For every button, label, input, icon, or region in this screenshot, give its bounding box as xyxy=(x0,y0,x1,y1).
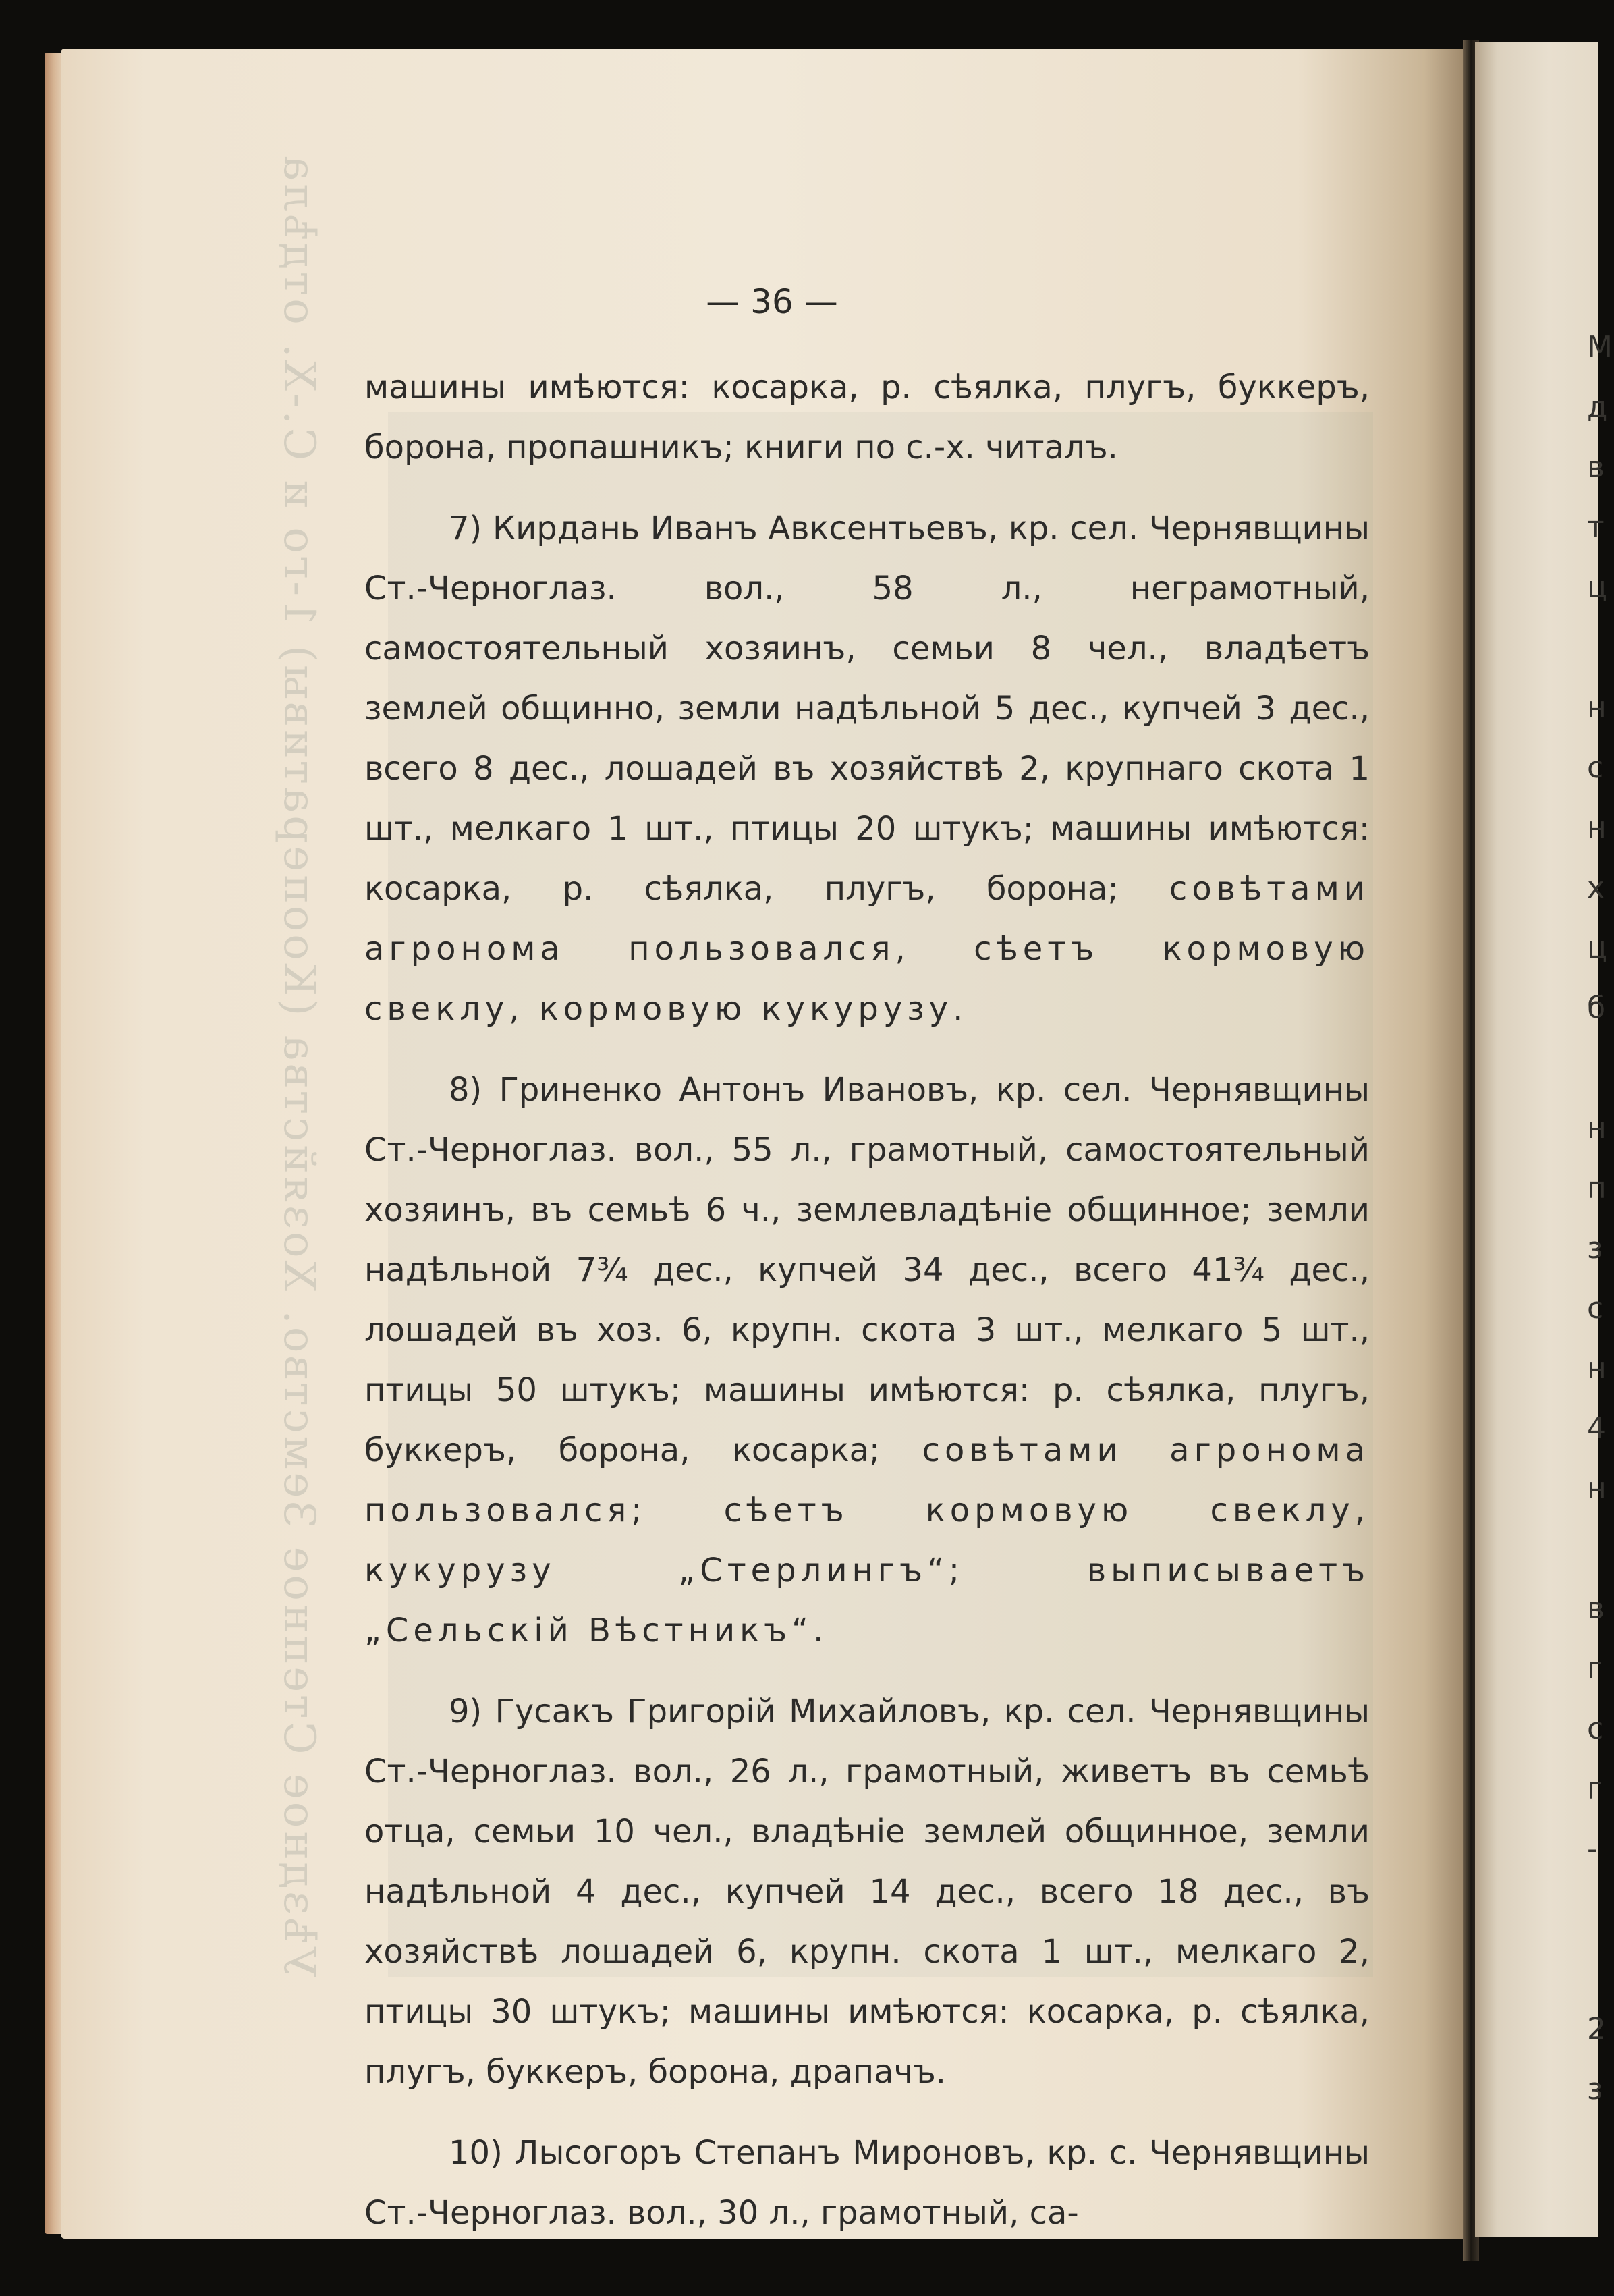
right-page-letter: д xyxy=(1587,390,1608,425)
paragraph-text: Кирдань Иванъ Авксентьевъ, кр. сел. Чернявщины Ст.-Черноглаз. вол., 58 л., неграмотный, самостоятельный хозяинъ, семьи 8 чел., владѣетъ землей общинно, земли надѣльной 5 дес., купчей 3 дес., всего 8 дес., лошадей въ хозяйствѣ 2, крупнаго скота 1 шт., мелкаго 1 шт., птицы 20 штукъ; машины имѣются: косарка, р. сѣялка, плугъ, борона; xyxy=(364,510,1370,908)
right-page-letter xyxy=(1587,1939,1614,1999)
right-page xyxy=(1475,42,1598,2237)
right-page-letter: 4 xyxy=(1587,1411,1606,1446)
paragraph-spaced-text: совѣтами агронома пользовался, сѣетъ кормовую свеклу, кормовую кукурузу. xyxy=(364,870,1370,1028)
right-page-letter: х xyxy=(1587,871,1605,905)
entry-number: 10) xyxy=(449,2134,503,2172)
entry-number: 7) xyxy=(449,510,482,547)
right-page-letter: б xyxy=(1587,991,1606,1025)
bleed-through-text: Уѣздное Степное Земство. Хозяйства (Кооперативы) 1-го и С.-Х. отдѣла xyxy=(274,153,324,1977)
right-page-letter: ц xyxy=(1587,570,1607,605)
right-page-letter xyxy=(1587,1038,1614,1098)
right-page-letter: ц xyxy=(1587,931,1607,965)
right-page-letter: н xyxy=(1587,690,1607,725)
right-page-letter: с xyxy=(1587,750,1604,785)
paragraph-spaced-text: совѣтами агронома пользовался; сѣетъ кормовую свеклу, кукурузу „Стерлингъ“; выписываетъ „Сельскій Вѣстникъ“. xyxy=(364,1431,1370,1649)
right-page-letter: - xyxy=(1587,1832,1598,1866)
right-page-letters xyxy=(1587,317,1614,2119)
paragraph-entry-8 xyxy=(364,1060,1370,1661)
right-page-letter: М xyxy=(1587,330,1613,364)
paragraph-entry-9 xyxy=(364,1682,1370,2102)
right-page-letter: з xyxy=(1587,1231,1603,1265)
right-page-letter: 2 xyxy=(1587,2012,1606,2046)
paragraph-continuation xyxy=(364,358,1370,478)
paragraph-text: машины имѣются: косарка, р. сѣялка, плугъ, буккеръ, борона, пропашникъ; книги по с.-х. читалъ. xyxy=(364,368,1370,466)
entry-number: 8) xyxy=(449,1071,482,1109)
paragraph-entry-7 xyxy=(364,499,1370,1039)
right-page-letter: в xyxy=(1587,1591,1605,1626)
right-page-letter: п xyxy=(1587,1171,1607,1205)
entry-number: 9) xyxy=(449,1693,482,1730)
right-page-letter xyxy=(1587,1519,1614,1579)
paragraph-text: Гриненко Антонъ Ивановъ, кр. сел. Чернявщины Ст.-Черноглаз. вол., 55 л., грамотный, самостоятельный хозяинъ, въ семьѣ 6 ч., землевладѣніе общинное; земли надѣльной 7¾ дес., купчей 34 дес., всего 41¾ дес., лошадей въ хоз. 6, крупн. скота 3 шт., мелкаго 5 шт., птицы 50 штукъ; машины имѣются: р. сѣялка, плугъ, буккеръ, борона, косарка; xyxy=(364,1071,1370,1469)
right-page-letter: з xyxy=(1587,2072,1603,2106)
right-page-letter: н xyxy=(1587,811,1607,845)
right-page-letter: н xyxy=(1587,1111,1607,1145)
right-page-letter: т xyxy=(1587,510,1605,545)
right-page-letter: г xyxy=(1587,1772,1603,1806)
right-page-letter: н xyxy=(1587,1471,1607,1506)
main-text xyxy=(364,358,1370,2243)
right-page-letter: с xyxy=(1587,1291,1604,1325)
page-number: — 36 — xyxy=(706,282,838,321)
right-page-letter xyxy=(1587,1879,1614,1939)
right-page-letter xyxy=(1587,618,1614,678)
right-page-letter: в xyxy=(1587,450,1605,485)
right-page-letter: с xyxy=(1587,1712,1604,1746)
right-page-letter: г xyxy=(1587,1651,1603,1686)
paragraph-text: Гусакъ Григорій Михайловъ, кр. сел. Чернявщины Ст.-Черноглаз. вол., 26 л., грамотный, живетъ въ семьѣ отца, семьи 10 чел., владѣніе землей общинное, земли надѣльной 4 дес., купчей 14 дес., всего 18 дес., въ хозяйствѣ лошадей 6, крупн. скота 1 шт., мелкаго 2, птицы 30 штукъ; машины имѣются: косарка, р. сѣялка, плугъ, буккеръ, борона, драпачъ. xyxy=(364,1693,1370,2091)
right-page-letter: н xyxy=(1587,1351,1607,1386)
paragraph-text: Лысогоръ Степанъ Мироновъ, кр. с. Чернявщины Ст.-Черноглаз. вол., 30 л., грамотный, са- xyxy=(364,2134,1370,2232)
paragraph-entry-10 xyxy=(364,2123,1370,2243)
